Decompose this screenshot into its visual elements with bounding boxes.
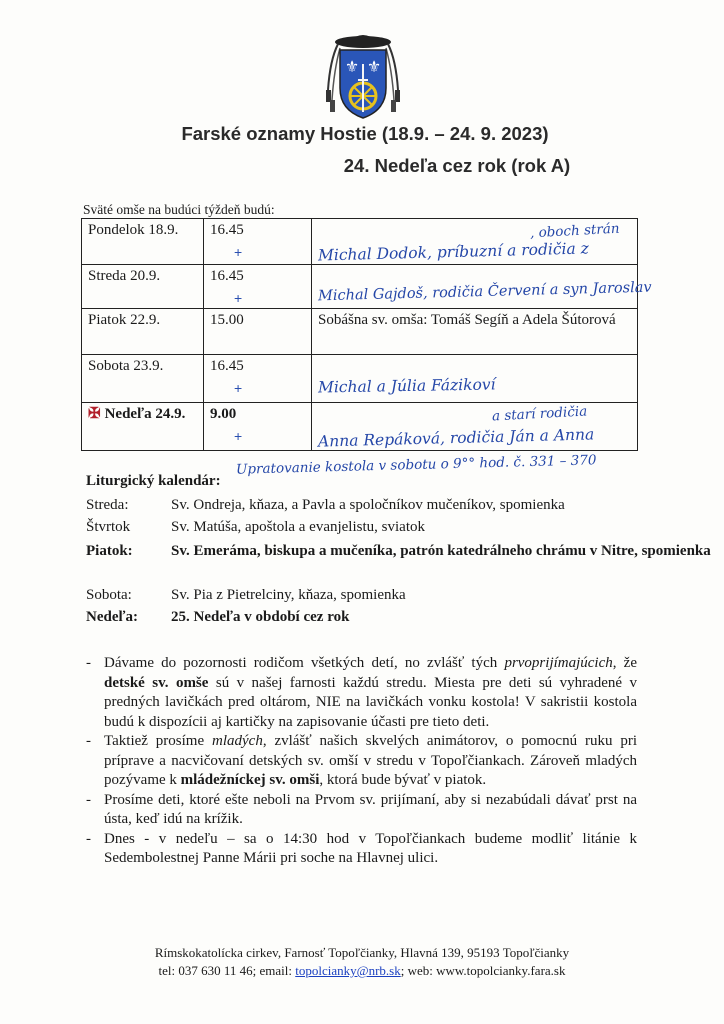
liturgical-feast: Sv. Matúša, apoštola a evanjelistu, sviatok — [171, 519, 425, 535]
handwritten-cleaning-note: Upratovanie kostola v sobotu o 9°° hod. č. 331 – 370 — [235, 452, 597, 478]
mass-schedule-label: Sväté omše na budúci týždeň budú: — [83, 202, 275, 217]
handwritten-intention: Anna Repáková, rodičia Ján a Anna — [317, 425, 595, 451]
liturgical-feast: 25. Nedeľa v období cez rok — [171, 609, 350, 625]
mass-day: Pondelok 18.9. — [82, 219, 204, 265]
mass-day: Sobota 23.9. — [82, 355, 204, 403]
liturgical-day: Piatok: — [86, 543, 133, 559]
maltese-cross-icon: ✠ — [88, 406, 101, 422]
mass-time: 9.00 + — [204, 403, 312, 451]
liturgical-feast: Sv. Ondreja, kňaza, a Pavla a spoločníkov mučeníkov, spomienka — [171, 497, 565, 513]
table-row — [82, 219, 638, 265]
liturgical-calendar-heading: Liturgický kalendár: — [86, 473, 221, 489]
mass-day: Piatok 22.9. — [82, 309, 204, 355]
deceased-mark: + — [234, 244, 243, 260]
liturgical-day: Sobota: — [86, 587, 132, 603]
announcement-item: - Dnes - v nedeľu – sa o 14:30 hod v Topoľčiankach budeme modliť litánie k Sedembolestnej Panne Márii pri soche na Hlavnej ulici. — [86, 830, 637, 866]
table-row — [82, 265, 638, 309]
liturgical-day: Streda: — [86, 497, 129, 513]
handwritten-intention: Michal a Júlia Fázikoví — [317, 375, 496, 397]
mass-intention — [312, 403, 638, 451]
page-title: Farské oznamy Hostie (18.9. – 24. 9. 2023) — [181, 123, 549, 144]
handwritten-intention: Michal Gajdoš, rodičia Červení a syn Jaroslav — [317, 279, 652, 305]
deceased-mark: + — [234, 290, 243, 306]
footer-address: Rímskokatolícka cirkev, Farnosť Topoľčianky, Hlavná 139, 95193 Topoľčianky — [154, 945, 570, 960]
handwritten-intention-addition: a starí rodičia — [491, 403, 588, 425]
liturgical-feast: Sv. Pia z Pietrelciny, kňaza, spomienka — [171, 587, 406, 603]
mass-intention — [312, 265, 652, 309]
mass-intention — [312, 355, 638, 403]
mass-intention: Sobášna sv. omša: Tomáš Segíň a Adela Šútorová — [312, 309, 638, 355]
handwritten-intention-addition: , oboch strán — [529, 220, 620, 242]
table-row — [82, 355, 638, 403]
mass-day: Streda 20.9. — [82, 265, 204, 309]
svg-text:⚜: ⚜ — [344, 57, 360, 76]
mass-time: 16.45 + — [204, 265, 312, 309]
table-row — [82, 403, 638, 451]
parish-coat-of-arms-icon — [318, 30, 408, 122]
deceased-mark: + — [234, 428, 243, 444]
liturgical-day: Štvrtok — [86, 519, 131, 535]
announcement-item: - Taktiež prosíme mladých, zvlášť našich skvelých animátorov, o pomocnú ruku pri príprave a nacvičovaní detských sv. omší v stredu v Topoľčiankach. Zároveň mladých pozývame k mládežníckej sv. omši, ktorá bude bývať v piatok. — [86, 733, 637, 788]
mass-intention — [312, 219, 638, 265]
announcement-item: - Dávame do pozornosti rodičom všetkých detí, no zvlášť tých prvoprijímajúcich, že detské sv. omše sú v našej farnosti každú stredu. Miesta pre deti sú vyhradené v predných lavičkách pred oltárom, NIE na lavičkách vonku kostola! V sakristii kostola budú k dispozícii aj kartičky na zapisovanie účasti pre tieto deti. — [86, 655, 637, 730]
mass-time: 16.45 + — [204, 355, 312, 403]
mass-time: 15.00 — [204, 309, 312, 355]
email-link[interactable]: topolcianky@nrb.sk — [295, 963, 401, 978]
announcements-list — [88, 654, 637, 869]
handwritten-intention: Michal Dodok, príbuzní a rodičia z — [317, 239, 590, 265]
mass-day: ✠ Nedeľa 24.9. — [82, 403, 204, 451]
footer-contact: tel: 037 630 11 46; email: topolcianky@nrb.sk; web: www.topolcianky.fara.sk — [158, 963, 566, 978]
mass-time: 16.45 + — [204, 219, 312, 265]
deceased-mark: + — [234, 380, 243, 396]
announcement-item: - Prosíme deti, ktoré ešte neboli na Prvom sv. prijímaní, aby si nezabúdali dávať prst na ústa, keď idú na krížik. — [86, 791, 637, 827]
page-subtitle: 24. Nedeľa cez rok (rok A) — [343, 155, 571, 176]
svg-text:⚜: ⚜ — [366, 57, 382, 76]
liturgical-feast: Sv. Emeráma, biskupa a mučeníka, patrón katedrálneho chrámu v Nitre, spomienka — [171, 543, 711, 559]
liturgical-day: Nedeľa: — [86, 609, 139, 625]
table-row — [82, 309, 638, 355]
mass-schedule-table — [81, 218, 652, 451]
